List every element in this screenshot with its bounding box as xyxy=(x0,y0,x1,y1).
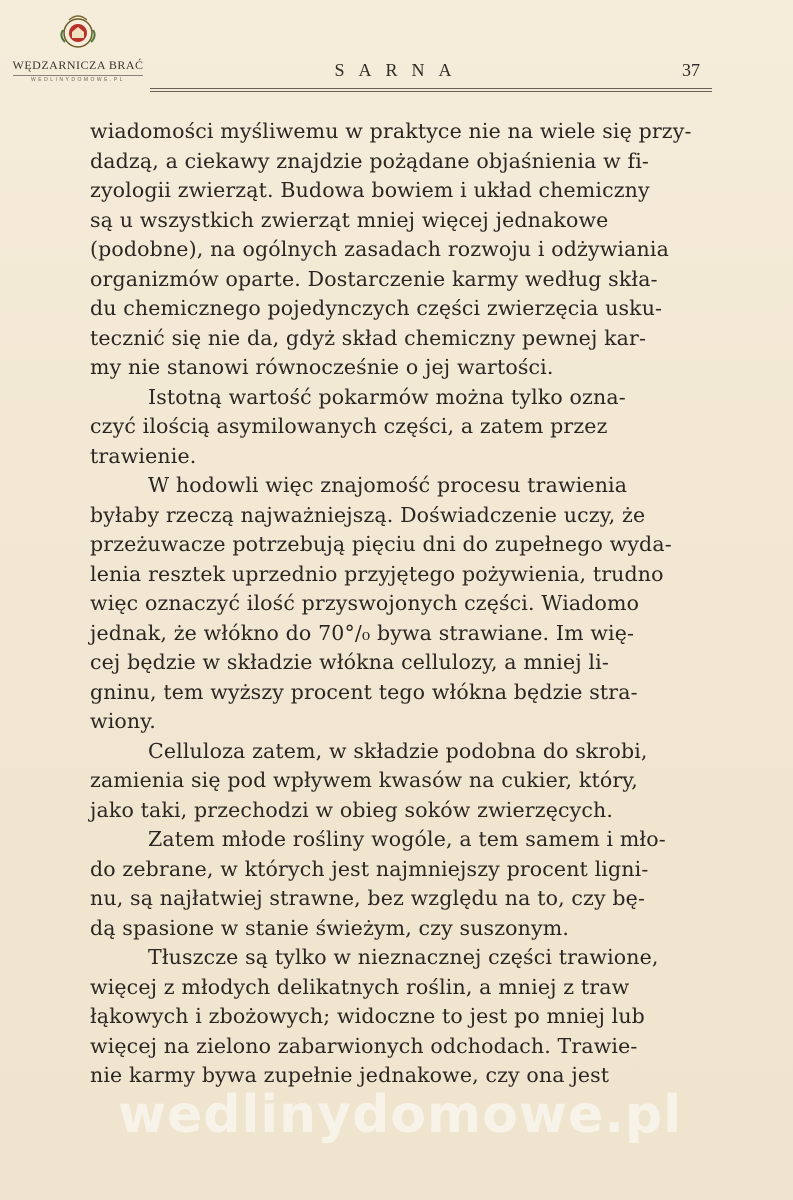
text-line: dadzą, a ciekawy znajdzie pożądane objaśnienia w fi- xyxy=(90,148,649,173)
text-line: jednak, że włókno do 70°/₀ bywa strawiane. Im wię- xyxy=(90,620,635,645)
text-line: zyologii zwierząt. Budowa bowiem i układ chemiczny xyxy=(90,178,650,202)
text-line: są u wszystkich zwierząt mniej więcej jednakowe xyxy=(90,207,609,232)
text-line: (podobne), na ogólnych zasadach rozwoju i odżywiania xyxy=(90,237,669,261)
text-line: przeżuwacze potrzebują pięciu dni do zupełnego wyda- xyxy=(90,532,672,556)
text-line: lenia resztek uprzednio przyjętego pożywienia, trudno xyxy=(90,561,664,586)
text-line: więcej na zielono zabarwionych odchodach. Trawie- xyxy=(90,1033,638,1058)
text-line: du chemicznego pojedynczych części zwierzęcia usku- xyxy=(90,296,663,320)
text-line: łąkowych i zbożowych; widoczne to jest po mniej lub xyxy=(90,1004,645,1028)
paragraph-start-line: Istotną wartość pokarmów można tylko ozna- xyxy=(148,384,626,409)
logo-divider xyxy=(13,75,143,76)
text-line: cej będzie w składzie włókna cellulozy, a mniej li- xyxy=(90,650,609,674)
text-line: tecznić się nie da, gdyż skład chemiczny pewnej kar- xyxy=(90,325,647,350)
text-line: my nie stanowi równocześnie o jej wartości. xyxy=(90,355,554,379)
text-line: więc oznaczyć ilość przyswojonych części. Wiadomo xyxy=(90,591,640,615)
crest-icon xyxy=(55,8,101,54)
text-line: do zebrane, w których jest najmniejszy procent ligni- xyxy=(90,856,649,881)
text-line: byłaby rzeczą najważniejszą. Doświadczenie uczy, że xyxy=(90,502,646,527)
header-rule xyxy=(150,88,712,92)
text-line: gninu, tem wyższy procent tego włókna będzie stra- xyxy=(90,679,638,704)
watermark: wedlinydomowe.pl xyxy=(117,1085,683,1145)
text-line: wiony. xyxy=(90,709,156,733)
text-line: więcej z młodych delikatnych roślin, a mniej z traw xyxy=(90,974,630,999)
logo-subtitle: WEDLINYDOMOWE.PL xyxy=(31,77,125,83)
text-line: czyć ilością asymilowanych części, a zatem przez xyxy=(90,414,608,438)
body-text xyxy=(90,117,710,1091)
text-line: jako taki, przechodzi w obieg soków zwierzęcych. xyxy=(90,797,613,822)
text-line: organizmów oparte. Dostarczenie karmy według skła- xyxy=(90,266,658,291)
text-line: zamienia się pod wpływem kwasów na cukier, który, xyxy=(90,768,638,792)
text-line: nie karmy bywa zupełnie jednakowe, czy ona jest xyxy=(90,1063,610,1087)
page-number: 37 xyxy=(682,60,700,80)
text-line: nu, są najłatwiej strawne, bez względu na to, czy bę- xyxy=(90,886,646,910)
running-title: SARNA xyxy=(334,60,466,80)
text-line: wiadomości myśliwemu w praktyce nie na wiele się przy- xyxy=(90,119,692,143)
paragraph-start-line: Tłuszcze są tylko w nieznacznej części trawione, xyxy=(148,945,659,969)
paragraph-start-line: Zatem młode rośliny wogóle, a tem samem i mło- xyxy=(148,827,666,851)
paragraph-start-line: W hodowli więc znajomość procesu trawienia xyxy=(148,473,628,497)
text-line: dą spasione w stanie świeżym, czy suszonym. xyxy=(90,915,570,940)
logo-title: WĘDZARNICZA BRAĆ xyxy=(12,58,144,72)
paragraph-start-line: Celluloza zatem, w składzie podobna do skrobi, xyxy=(148,738,648,763)
site-logo[interactable] xyxy=(8,8,148,98)
text-line: trawienie. xyxy=(90,443,197,468)
